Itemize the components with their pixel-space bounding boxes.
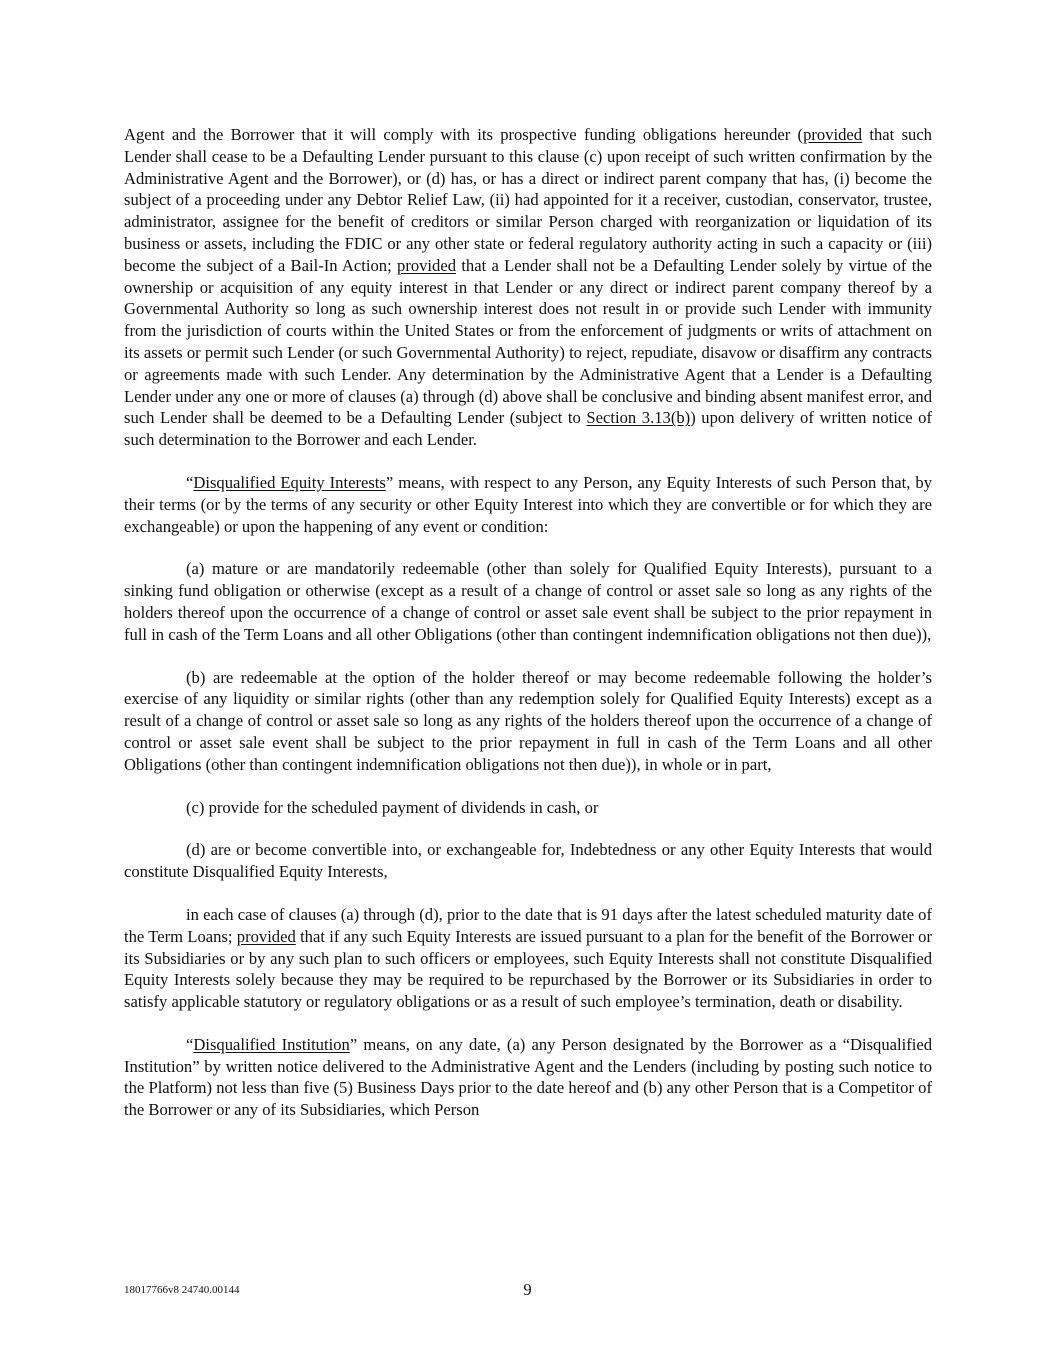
defined-term: Disqualified Equity Interests	[193, 472, 386, 492]
definition-disqualified-equity-interests: “Disqualified Equity Interests” means, with respect to any Person, any Equity Interests of such Person that, by their terms (or by the terms of any security or other Equity Interest into which they are convertible or for which they are exchangeable) or upon the happening of any event or condition:	[124, 472, 932, 536]
section-reference: Section 3.13(b)	[586, 408, 691, 428]
term-provided: provided	[803, 125, 863, 144]
document-body	[124, 124, 932, 1142]
defined-term: Disqualified Institution	[193, 1034, 350, 1054]
clause-c: (c) provide for the scheduled payment of dividends in cash, or	[186, 797, 599, 817]
term-provided: provided	[397, 255, 457, 275]
paragraph-in-each-case: in each case of clauses (a) through (d), prior to the date that is 91 days after the latest scheduled maturity date of the Term Loans; provided that if any such Equity Interests are issued pursuant to a plan for the benefit of the Borrower or its Subsidiaries or by any such plan to such officers or employees, such Equity Interests shall not constitute Disqualified Equity Interests solely because they may be required to be repurchased by the Borrower or its Subsidiaries in order to satisfy applicable statutory or regulatory obligations or as a result of such employee’s termination, death or disability.	[124, 904, 933, 1012]
document-id: 18017766v8 24740.00144	[124, 1284, 240, 1296]
clause-a: (a) mature or are mandatorily redeemable (other than solely for Qualified Equity Interests), pursuant to a sinking fund obligation or otherwise (except as a result of a change of control or asset sale so long as any rights of the holders thereof upon the occurrence of a change of control or asset sale event shall be subject to the prior repayment in full in cash of the Term Loans and all other Obligations (other than contingent indemnification obligations not then due)),	[124, 559, 932, 644]
clause-b: (b) are redeemable at the option of the holder thereof or may become redeemable following the holder’s exercise of any liquidity or similar rights (other than any redemption solely for Qualified Equity Interests) except as a result of a change of control or asset sale so long as any rights of the holders thereof upon the occurrence of a change of control or asset sale event shall be subject to the prior repayment in full in cash of the Term Loans and all other Obligations (other than contingent indemnification obligations not then due)), in whole or in part,	[124, 667, 932, 774]
page-number: 9	[523, 1280, 532, 1299]
clause-d: (d) are or become convertible into, or exchangeable for, Indebtedness or any other Equity Interests that would constitute Disqualified Equity Interests,	[124, 840, 932, 882]
paragraph-defaulting-lender-continued: Agent and the Borrower that it will comply with its prospective funding obligations hereunder (provided that such Lender shall cease to be a Defaulting Lender pursuant to this clause (c) upon receipt of such written confirmation by the Administrative Agent and the Borrower), or (d) has, or has a direct or indirect parent company that has, (i) become the subject of a proceeding under any Debtor Relief Law, (ii) had appointed for it a receiver, custodian, conservator, trustee, administrator, assignee for the benefit of creditors or similar Person charged with reorganization or liquidation of its business or assets, including the FDIC or any other state or federal regulatory authority acting in such a capacity or (iii) become the subject of a Bail-In Action; provided that a Lender shall not be a Defaulting Lender solely by virtue of the ownership or acquisition of any equity interest in that Lender or any direct or indirect parent company thereof by a Governmental Authority so long as such ownership interest does not result in or provide such Lender with immunity from the jurisdiction of courts within the United States or from the enforcement of judgments or writs of attachment on its assets or permit such Lender (or such Governmental Authority) to reject, repudiate, disavow or disaffirm any contracts or agreements made with such Lender. Any determination by the Administrative Agent that a Lender is a Defaulting Lender under any one or more of clauses (a) through (d) above shall be conclusive and binding absent manifest error, and such Lender shall be deemed to be a Defaulting Lender (subject to Section 3.13(b)) upon delivery of written notice of such determination to the Borrower and each Lender.	[124, 125, 933, 450]
term-provided: provided	[236, 926, 296, 946]
definition-disqualified-institution: “Disqualified Institution” means, on any date, (a) any Person designated by the Borrower as a “Disqualified Institution” by written notice delivered to the Administrative Agent and the Lenders (including by posting such notice to the Platform) not less than five (5) Business Days prior to the date hereof and (b) any other Person that is a Competitor of the Borrower or any of its Subsidiaries, which Person	[124, 1034, 932, 1120]
